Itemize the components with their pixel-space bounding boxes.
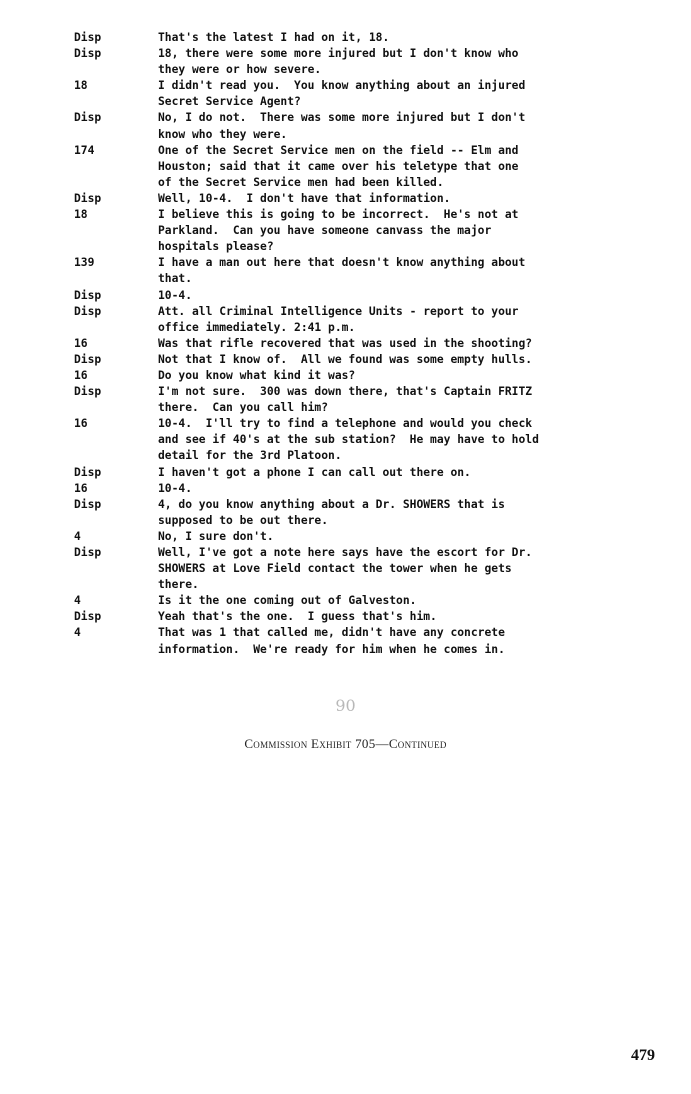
transcript-line: information. We're ready for him when he comes in.	[158, 642, 505, 656]
speaker-label: 16	[74, 336, 88, 350]
transcript-line: I didn't read you. You know anything about an injured	[158, 79, 526, 93]
transcript-entry	[0, 143, 691, 191]
speaker-label: 18	[74, 208, 88, 222]
transcript-entry	[0, 191, 691, 207]
transcript-text	[158, 416, 633, 464]
transcript-text	[158, 110, 633, 142]
transcript-line: there. Can you call him?	[158, 401, 329, 415]
speaker-label: Disp	[74, 31, 102, 44]
transcript-text	[158, 465, 633, 481]
transcript-line: know who they were.	[158, 127, 288, 141]
transcript-line: 10-4.	[158, 481, 193, 495]
transcript-line: there.	[158, 578, 199, 592]
transcript-line: One of the Secret Service men on the field -- Elm and	[158, 143, 519, 157]
transcript-line: Secret Service Agent?	[158, 95, 301, 109]
transcript-line: 18, there were some more injured but I don't know who	[158, 47, 519, 61]
transcript-entry	[0, 609, 691, 625]
transcript-text	[158, 384, 633, 416]
transcript-text	[158, 497, 633, 529]
transcript-entry	[0, 368, 691, 384]
transcript-line: they were or how severe.	[158, 63, 322, 77]
transcript-text	[158, 529, 633, 545]
speaker-label: Disp	[74, 304, 102, 318]
exhibit-caption: Commission Exhibit 705—Continued	[244, 736, 447, 751]
speaker-label: 174	[74, 143, 95, 157]
transcript-line: SHOWERS at Love Field contact the tower when he gets	[158, 562, 512, 576]
speaker-label: Disp	[74, 546, 102, 559]
transcript-text	[158, 481, 633, 497]
transcript-line: detail for the 3rd Platoon.	[158, 449, 342, 463]
transcript-line: hospitals please?	[158, 240, 274, 254]
speaker-label: Disp	[74, 385, 102, 399]
transcript-entry	[0, 465, 691, 481]
transcript-line: Is it the one coming out of Galveston.	[158, 594, 417, 608]
transcript-entry	[0, 304, 691, 336]
transcript-entry	[0, 30, 691, 46]
radio-transcript	[0, 30, 691, 658]
transcript-text	[158, 143, 633, 191]
transcript-entry	[0, 497, 691, 529]
transcript-line: 10-4. I'll try to find a telephone and would you check	[158, 417, 533, 431]
speaker-label: Disp	[74, 610, 102, 624]
transcript-line: that.	[158, 272, 193, 286]
transcript-text	[158, 368, 633, 384]
transcript-entry	[0, 352, 691, 368]
transcript-entry	[0, 288, 691, 304]
transcript-text	[158, 46, 633, 78]
transcript-text	[158, 609, 633, 625]
transcript-text	[158, 304, 633, 336]
transcript-text	[158, 352, 633, 368]
transcript-line: Parkland. Can you have someone canvass the major	[158, 224, 492, 238]
transcript-text	[158, 288, 633, 304]
transcript-line: Att. all Criminal Intelligence Units - report to your	[158, 304, 519, 318]
speaker-label: Disp	[74, 47, 102, 61]
speaker-label: Disp	[74, 497, 102, 511]
transcript-text	[158, 191, 633, 207]
speaker-label: 139	[74, 256, 95, 270]
transcript-line: That was 1 that called me, didn't have any concrete	[158, 626, 505, 640]
speaker-label: 18	[74, 79, 88, 93]
transcript-line: I'm not sure. 300 was down there, that's Captain FRITZ	[158, 385, 533, 399]
transcript-line: 10-4.	[158, 288, 193, 302]
speaker-label: 4	[74, 626, 81, 640]
transcript-entry	[0, 416, 691, 464]
speaker-label: Disp	[74, 288, 102, 302]
transcript-line: Well, 10-4. I don't have that information.	[158, 191, 451, 205]
transcript-line: I haven't got a phone I can call out there on.	[158, 465, 471, 479]
transcript-line: I believe this is going to be incorrect. He's not at	[158, 208, 519, 222]
transcript-entry	[0, 78, 691, 110]
transcript-line: No, I sure don't.	[158, 529, 274, 543]
transcript-entry	[0, 593, 691, 609]
transcript-text	[158, 625, 633, 657]
transcript-text	[158, 207, 633, 255]
speaker-label: Disp	[74, 465, 102, 479]
speaker-label: Disp	[74, 111, 102, 125]
transcript-line: Yeah that's the one. I guess that's him.	[158, 610, 437, 624]
transcript-line: No, I do not. There was some more injured but I don't	[158, 111, 526, 125]
transcript-line: supposed to be out there.	[158, 513, 329, 527]
transcript-entry	[0, 207, 691, 255]
transcript-entry	[0, 46, 691, 78]
transcript-entry	[0, 255, 691, 287]
transcript-line: of the Secret Service men had been killed.	[158, 175, 444, 189]
speaker-label: 4	[74, 529, 81, 543]
transcript-text	[158, 545, 633, 593]
transcript-text	[158, 255, 633, 287]
faint-page-mark: 90	[335, 696, 356, 715]
transcript-line: 4, do you know anything about a Dr. SHOWERS that is	[158, 497, 505, 511]
transcript-line: office immediately. 2:41 p.m.	[158, 320, 356, 334]
transcript-line: I have a man out here that doesn't know anything about	[158, 256, 526, 270]
transcript-entry	[0, 545, 691, 593]
transcript-entry	[0, 110, 691, 142]
transcript-entry	[0, 529, 691, 545]
transcript-entry	[0, 625, 691, 657]
transcript-line: Do you know what kind it was?	[158, 368, 356, 382]
speaker-label: 4	[74, 594, 81, 608]
transcript-line: Not that I know of. All we found was some empty hulls.	[158, 352, 533, 366]
transcript-entry	[0, 384, 691, 416]
transcript-text	[158, 336, 633, 352]
transcript-line: and see if 40's at the sub station? He may have to hold	[158, 433, 539, 447]
transcript-text	[158, 30, 633, 46]
transcript-line: Houston; said that it came over his teletype that one	[158, 159, 519, 173]
transcript-text	[158, 78, 633, 110]
page-number: 479	[631, 1047, 655, 1064]
speaker-label: Disp	[74, 191, 102, 205]
speaker-label: 16	[74, 368, 88, 382]
speaker-label: 16	[74, 481, 88, 495]
transcript-line: Was that rifle recovered that was used in the shooting?	[158, 336, 533, 350]
transcript-line: Well, I've got a note here says have the escort for Dr.	[158, 546, 533, 559]
speaker-label: Disp	[74, 352, 102, 366]
transcript-entry	[0, 336, 691, 352]
speaker-label: 16	[74, 417, 88, 431]
transcript-line: That's the latest I had on it, 18.	[158, 31, 390, 44]
transcript-entry	[0, 481, 691, 497]
transcript-text	[158, 593, 633, 609]
